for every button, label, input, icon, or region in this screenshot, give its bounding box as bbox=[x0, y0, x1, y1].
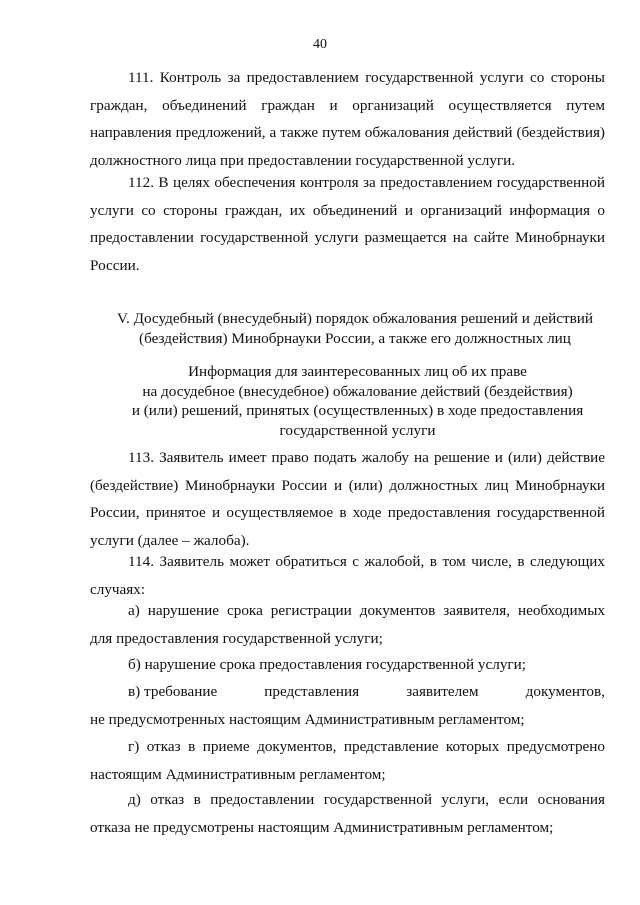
subheading-line-4: государственной услуги bbox=[279, 421, 436, 439]
list-item-b: б) нарушение срока предоставления государственной услуги; bbox=[128, 656, 526, 673]
subheading-line-3: и (или) решений, принятых (осуществленных) в ходе предоставления bbox=[131, 402, 584, 419]
list-item-v-word-4: документов, bbox=[525, 683, 605, 700]
list-item-d: д) отказ в предоставлении государственной услуги, если основания отказа не предусмотрены настоящим Административным регламентом; bbox=[90, 791, 605, 836]
list-item-v bbox=[90, 678, 605, 733]
section-heading bbox=[90, 309, 620, 348]
list-item-a: а) нарушение срока регистрации документов заявителя, необходимых для предоставления государственной услуги; bbox=[90, 602, 605, 647]
paragraph-113: 113. Заявитель имеет право подать жалобу на решение и (или) действие (бездействие) Минобрнауки России и (или) должностных лиц Минобрнауки России, принятое и осуществляемое в ходе предоставления государственной услуги (далее – жалоба). bbox=[90, 449, 605, 549]
list-item-v-word-3: заявителем bbox=[406, 683, 479, 700]
paragraph-111: 111. Контроль за предоставлением государственной услуги со стороны граждан, объединений граждан и организаций осуществляется путем направления предложений, а также путем обжалования действий (бездействия) должностного лица при предоставлении государственной услуги. bbox=[90, 69, 605, 169]
section-heading-line-2: (бездействия) Минобрнауки России, а также его должностных лиц bbox=[139, 329, 571, 347]
section-heading-line-1: V. Досудебный (внесудебный) порядок обжалования решений и действий bbox=[116, 310, 594, 327]
paragraph-114: 114. Заявитель может обратиться с жалобой, в том числе, в следующих случаях: bbox=[90, 553, 605, 598]
list-item-v-word-2: представления bbox=[264, 683, 360, 700]
subheading-line-1: Информация для заинтересованных лиц об их праве bbox=[188, 363, 527, 380]
subheading-line-2: на досудебное (внесудебное) обжалование действий (бездействия) bbox=[142, 382, 573, 400]
paragraph-112: 112. В целях обеспечения контроля за предоставлением государственной услуги со стороны граждан, их объединений и организаций информация о предоставлении государственной услуги размещается на сайте Минобрнауки России. bbox=[90, 174, 605, 274]
list-item-v-line-2: не предусмотренных настоящим Административным регламентом; bbox=[90, 710, 525, 728]
list-item-v-word-1: в) требование bbox=[128, 683, 218, 700]
page-number: 40 bbox=[313, 37, 327, 52]
list-item-g: г) отказ в приеме документов, представление которых предусмотрено настоящим Административным регламентом; bbox=[90, 738, 605, 783]
subheading bbox=[100, 362, 615, 440]
